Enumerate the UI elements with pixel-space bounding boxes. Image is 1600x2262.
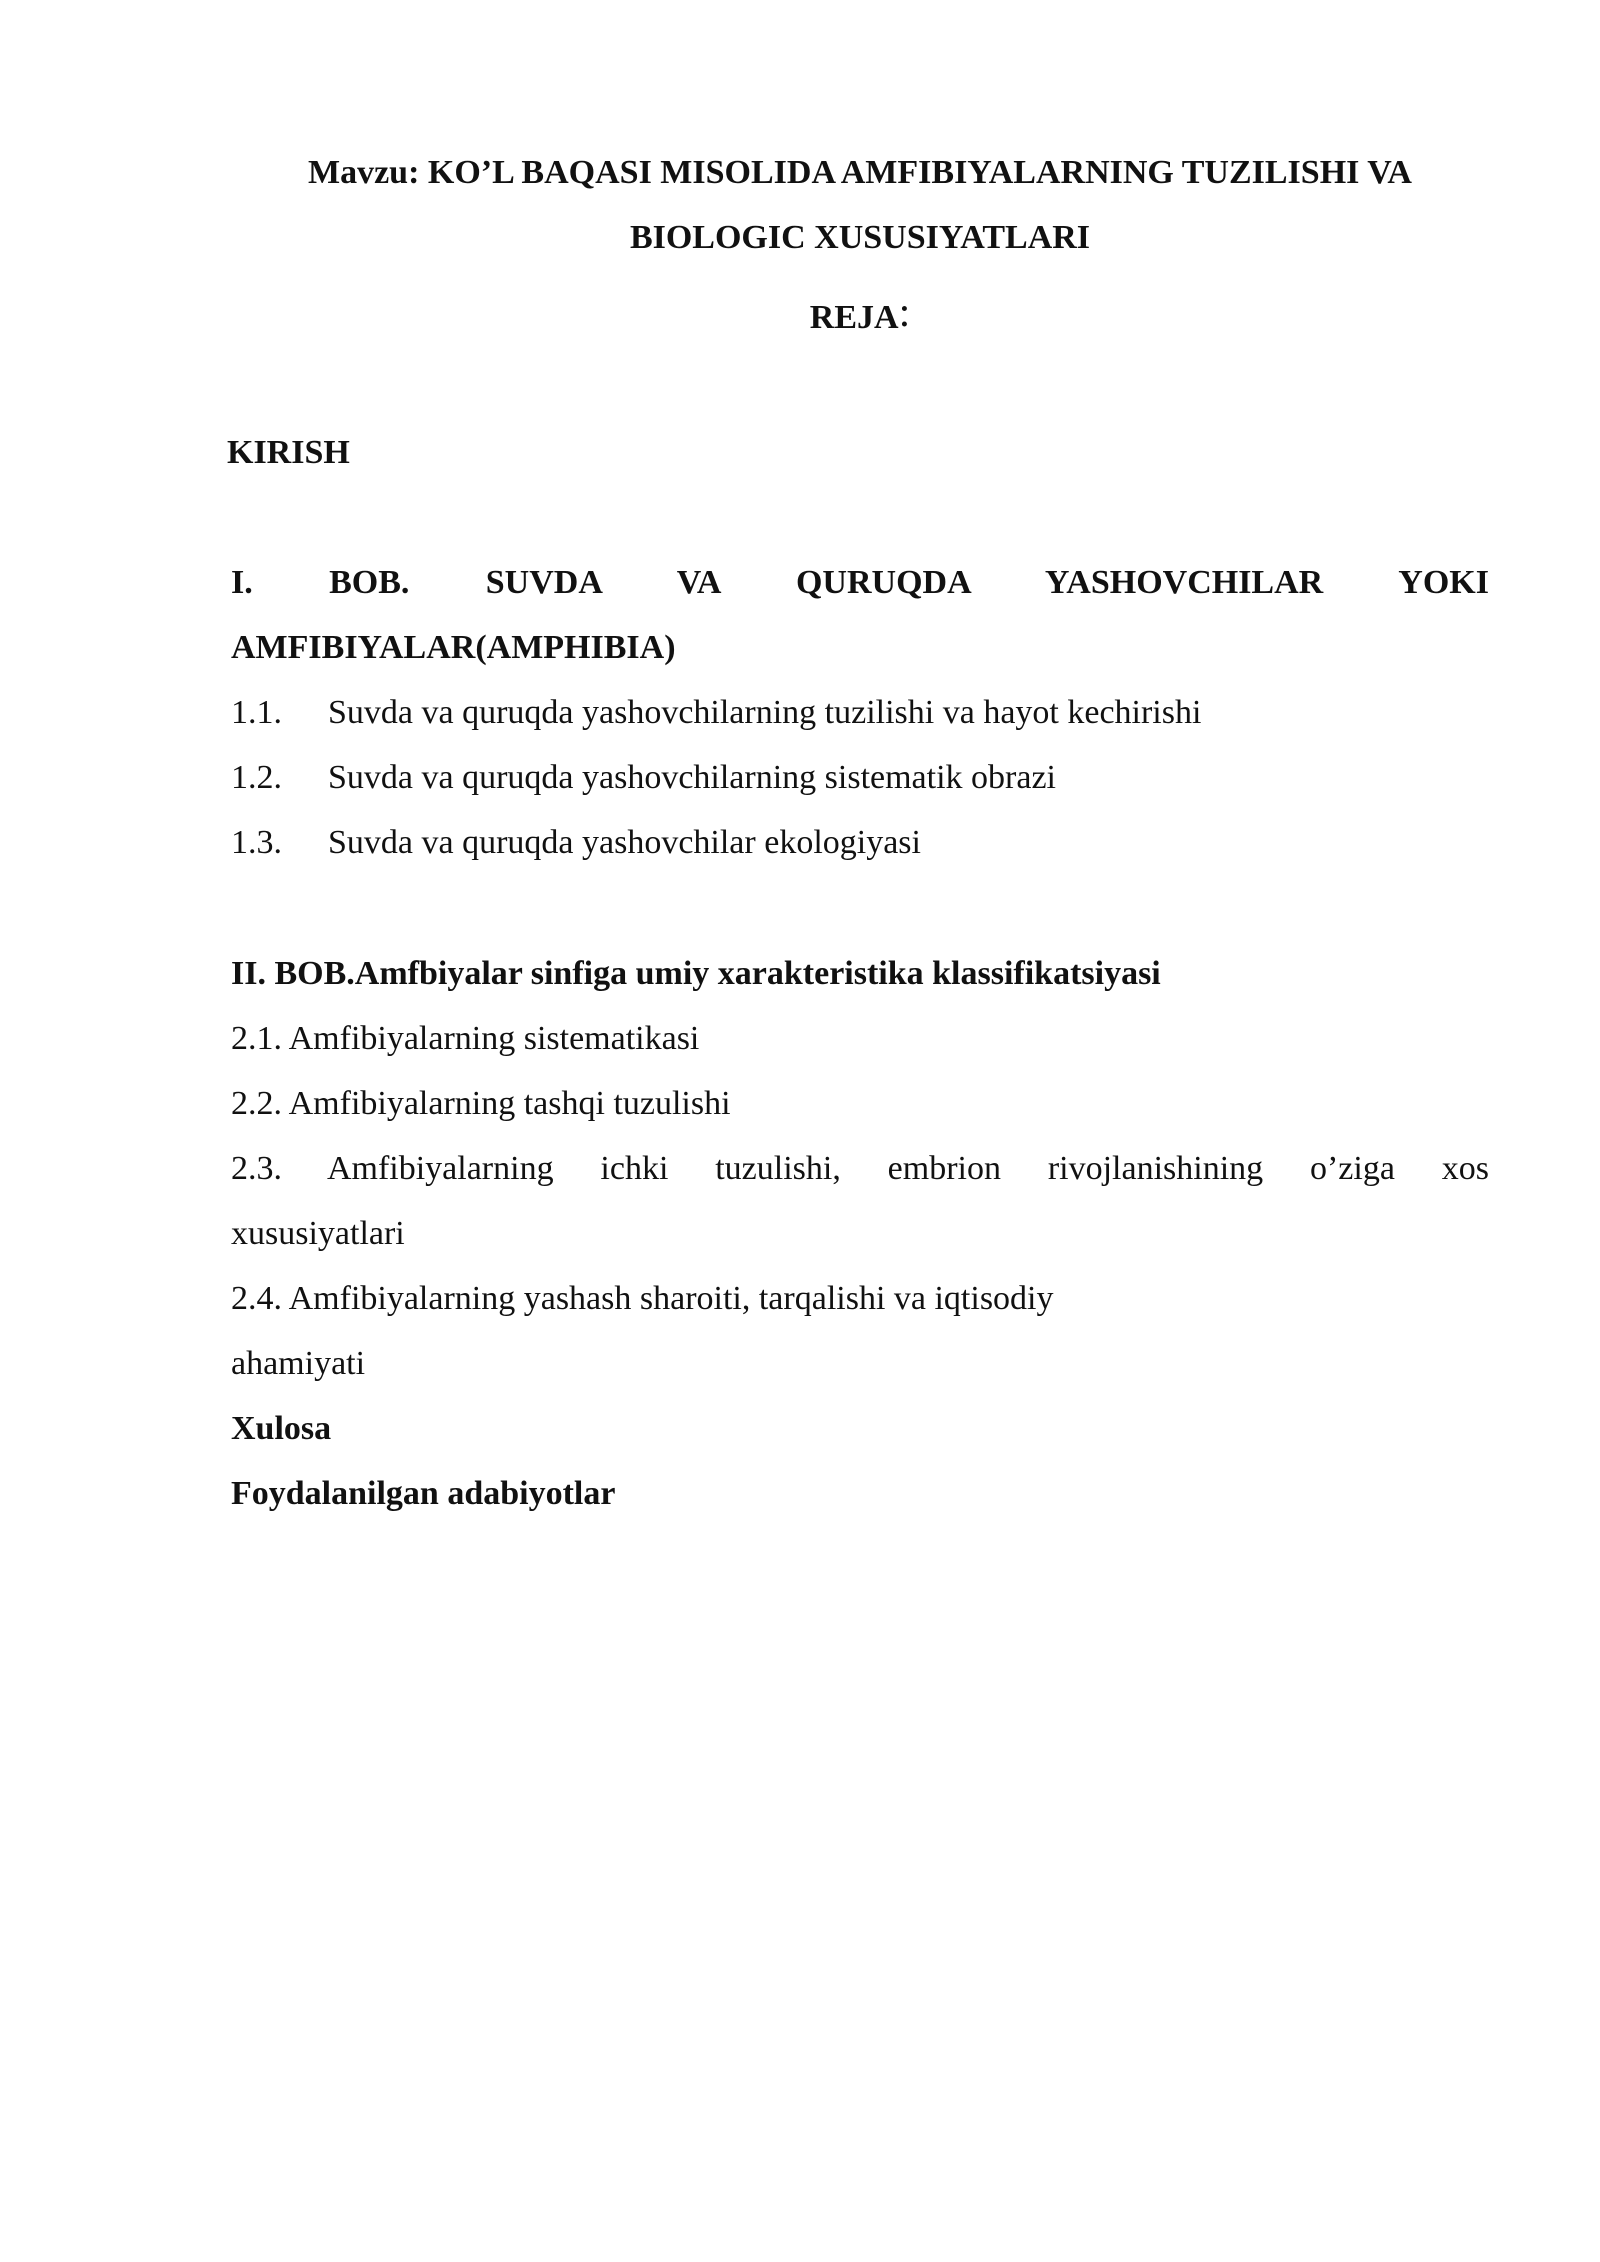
toc-item-1-1 xyxy=(231,693,1201,734)
chapter1-heading-line-2: AMFIBIYALAR(AMPHIBIA) xyxy=(231,629,676,666)
toc-item-text: Suvda va quruqda yashovchilarning sistematik obrazi xyxy=(328,759,1056,796)
toc-item-text: Suvda va quruqda yashovchilar ekologiyasi xyxy=(328,824,921,861)
plan-label: REJA xyxy=(809,299,899,336)
toc-item-1-3 xyxy=(231,823,921,864)
title-line-2: BIOLOGIC XUSUSIYATLARI xyxy=(629,219,1091,256)
toc-item-2-2: 2.2. Amfibiyalarning tashqi tuzulishi xyxy=(231,1085,731,1122)
toc-item-2-3: 2.3. Amfibiyalarning ichki tuzulishi, embrion rivojlanishining o’ziga xos xyxy=(231,1150,1489,1187)
toc-item-2-3-continued: xususiyatlari xyxy=(231,1215,405,1252)
toc-item-2-4: 2.4. Amfibiyalarning yashash sharoiti, tarqalishi va iqtisodiy xyxy=(231,1280,1054,1317)
chapter1-heading-line-1: I. BOB. SUVDA VA QURUQDA YASHOVCHILAR YOKI xyxy=(231,564,1489,601)
title-line-1: Mavzu: KO’L BAQASI MISOLIDA AMFIBIYALARNING TUZILISHI VA xyxy=(308,154,1412,191)
toc-item-number: 1.3. xyxy=(231,824,282,861)
toc-item-1-2 xyxy=(231,758,1056,799)
toc-item-2-4-continued: ahamiyati xyxy=(231,1345,366,1382)
toc-item-number: 1.2. xyxy=(231,759,282,796)
intro-heading: KIRISH xyxy=(227,434,350,471)
toc-item-2-1: 2.1. Amfibiyalarning sistematikasi xyxy=(231,1020,700,1057)
toc-item-number: 1.1. xyxy=(231,694,282,731)
toc-item-text: Suvda va quruqda yashovchilarning tuzilishi va hayot kechirishi xyxy=(328,694,1202,731)
references-heading: Foydalanilgan adabiyotlar xyxy=(231,1475,616,1512)
plan-colon: : xyxy=(898,290,911,336)
chapter2-heading: II. BOB.Amfbiyalar sinfiga umiy xarakteristika klassifikatsiyasi xyxy=(231,955,1161,992)
conclusion-heading: Xulosa xyxy=(231,1410,332,1447)
plan-heading xyxy=(0,290,1600,340)
